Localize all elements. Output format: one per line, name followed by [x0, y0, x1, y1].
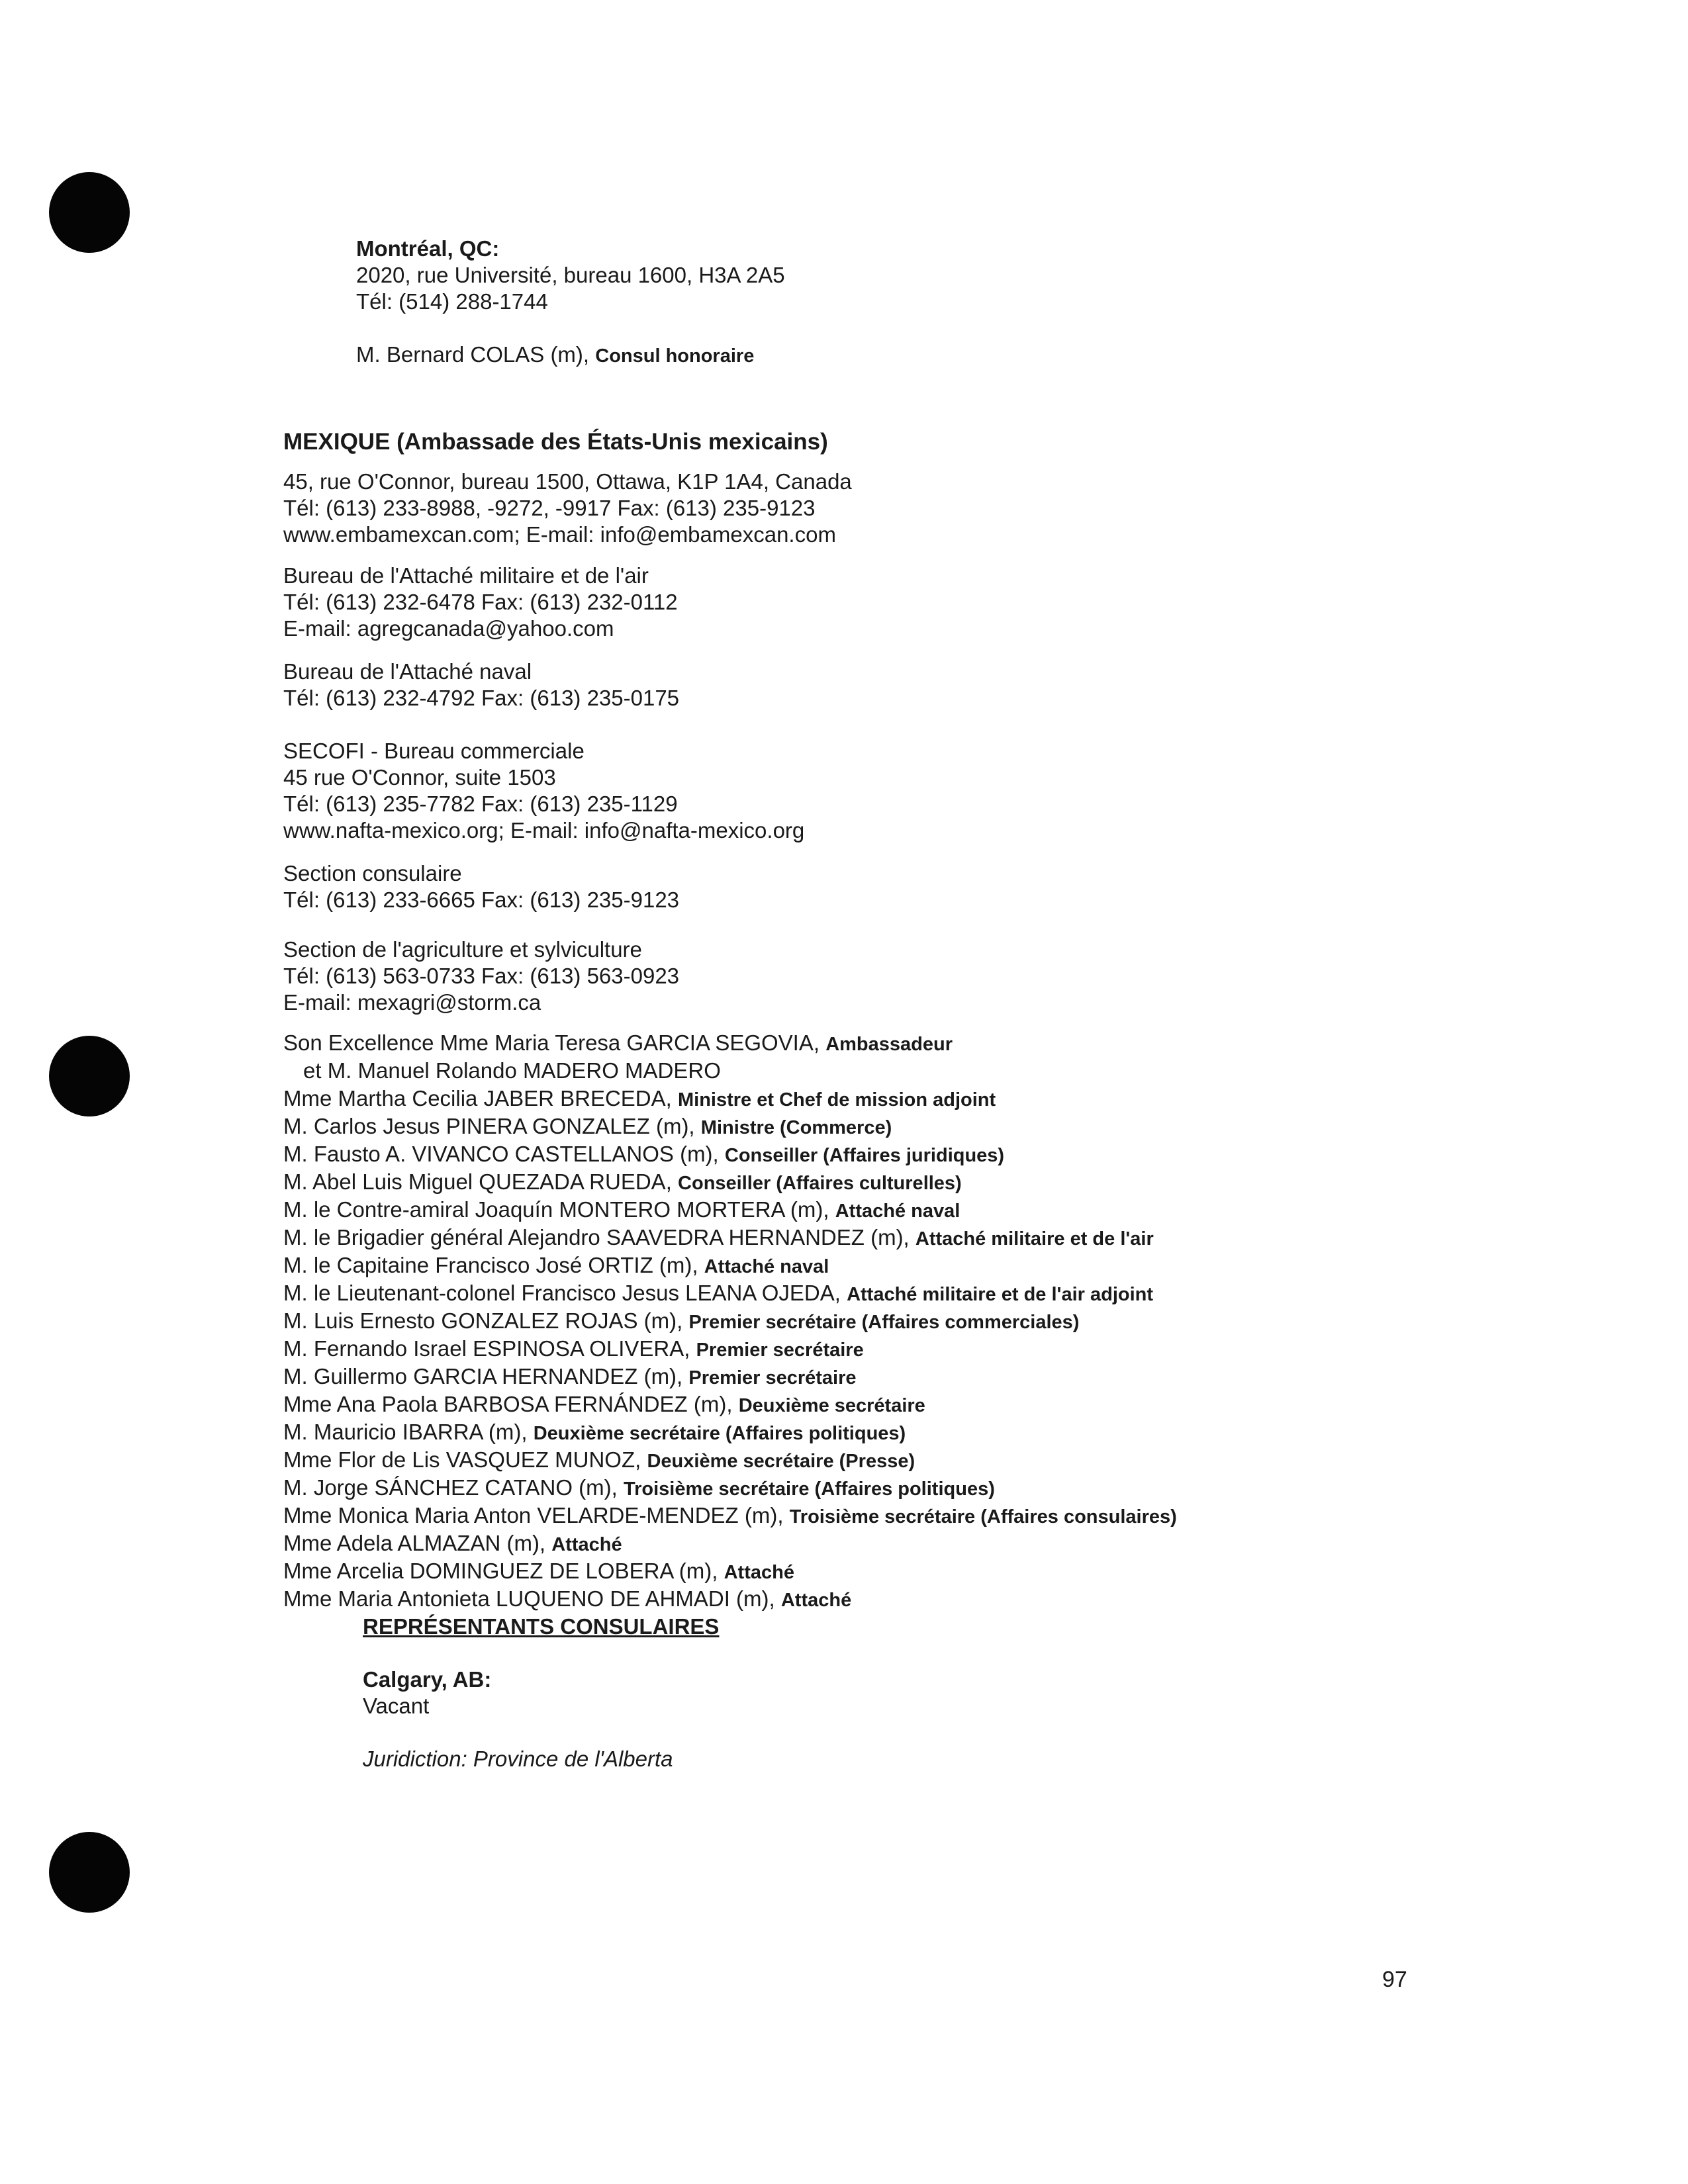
- office-line: Tél: (613) 235-7782 Fax: (613) 235-1129: [283, 792, 678, 816]
- staff-role: Attaché naval: [704, 1256, 829, 1277]
- office-line: 45 rue O'Connor, suite 1503: [283, 765, 556, 790]
- staff-role: Attaché: [780, 1590, 852, 1611]
- consular-section: [283, 860, 679, 913]
- office-line: Section de l'agriculture et sylviculture: [283, 937, 642, 962]
- staff-role: Attaché naval: [835, 1201, 961, 1222]
- staff-name: Mme Flor de Lis VASQUEZ MUNOZ,: [283, 1447, 647, 1472]
- staff-name: Mme Arcelia DOMINGUEZ DE LOBERA (m),: [283, 1559, 724, 1583]
- montreal-consul: [356, 341, 785, 369]
- staff-role: Deuxième secrétaire (Presse): [647, 1451, 915, 1472]
- calgary-jurisdiction: Juridiction: Province de l'Alberta: [363, 1747, 673, 1771]
- mexique-heading: MEXIQUE (Ambassade des États-Unis mexicains): [283, 429, 828, 455]
- calgary-status: Vacant: [363, 1694, 430, 1718]
- staff-role: Ambassadeur: [825, 1034, 953, 1055]
- staff-row: [283, 1530, 1177, 1558]
- staff-role: Conseiller (Affaires juridiques): [724, 1145, 1005, 1166]
- office-line: Tél: (613) 563-0733 Fax: (613) 563-0923: [283, 964, 680, 988]
- staff-row: [283, 1308, 1177, 1336]
- office-line: Section consulaire: [283, 861, 462, 886]
- staff-row: [283, 1141, 1177, 1169]
- staff-row: [283, 1363, 1177, 1391]
- staff-row: [283, 1113, 1177, 1141]
- embassy-line: 45, rue O'Connor, bureau 1500, Ottawa, K1P 1A4, Canada: [283, 469, 852, 494]
- staff-name: M. Guillermo GARCIA HERNANDEZ (m),: [283, 1364, 689, 1388]
- staff-role: Attaché: [724, 1562, 794, 1583]
- montreal-tel: Tél: (514) 288-1744: [356, 289, 548, 314]
- embassy-contact: [283, 469, 852, 548]
- staff-role: Premier secrétaire: [696, 1340, 864, 1361]
- consular-reps-heading: REPRÉSENTANTS CONSULAIRES: [363, 1614, 720, 1639]
- staff-role: Ministre et Chef de mission adjoint: [677, 1089, 996, 1111]
- office-line: Tél: (613) 233-6665 Fax: (613) 235-9123: [283, 887, 680, 912]
- staff-name: M. Mauricio IBARRA (m),: [283, 1420, 534, 1444]
- page-number: 97: [1382, 1967, 1407, 1992]
- staff-role: Ministre (Commerce): [700, 1117, 892, 1138]
- staff-name: M. le Capitaine Francisco José ORTIZ (m),: [283, 1253, 704, 1277]
- staff-row: [283, 1475, 1177, 1502]
- staff-name: M. Carlos Jesus PINERA GONZALEZ (m),: [283, 1114, 701, 1138]
- consular-reps-section: [363, 1614, 719, 1772]
- embassy-line: Tél: (613) 233-8988, -9272, -9917 Fax: (613) 235-9123: [283, 496, 816, 520]
- staff-row: [283, 1586, 1177, 1614]
- military-air-office: [283, 563, 678, 642]
- staff-row: [283, 1224, 1177, 1252]
- staff-role: Conseiller (Affaires culturelles): [678, 1173, 962, 1194]
- staff-row: [283, 1391, 1177, 1419]
- staff-row: [283, 1085, 1177, 1113]
- staff-row: [283, 1197, 1177, 1224]
- staff-name: Son Excellence Mme Maria Teresa GARCIA SEGOVIA,: [283, 1030, 826, 1055]
- staff-role: Attaché: [551, 1534, 622, 1555]
- staff-role: Troisième secrétaire (Affaires consulaires): [789, 1506, 1177, 1527]
- staff-name: et M. Manuel Rolando MADERO MADERO: [303, 1058, 721, 1083]
- staff-name: Mme Adela ALMAZAN (m),: [283, 1531, 552, 1555]
- office-line: Bureau de l'Attaché naval: [283, 659, 532, 684]
- embassy-line: www.embamexcan.com; E-mail: info@embamexcan.com: [283, 522, 836, 547]
- consul-role: Consul honoraire: [595, 345, 755, 367]
- staff-row: [283, 1502, 1177, 1530]
- punch-hole-bottom: [49, 1832, 130, 1913]
- staff-role: Deuxième secrétaire (Affaires politiques): [533, 1423, 906, 1444]
- staff-row: [283, 1558, 1177, 1586]
- office-line: Bureau de l'Attaché militaire et de l'air: [283, 563, 649, 588]
- staff-name: Mme Ana Paola BARBOSA FERNÁNDEZ (m),: [283, 1392, 739, 1416]
- staff-row: [283, 1336, 1177, 1363]
- staff-name: Mme Maria Antonieta LUQUENO DE AHMADI (m),: [283, 1586, 781, 1611]
- calgary-heading: Calgary, AB:: [363, 1667, 492, 1692]
- office-line: E-mail: agregcanada@yahoo.com: [283, 616, 614, 641]
- montreal-section: [356, 236, 785, 369]
- office-line: SECOFI - Bureau commerciale: [283, 739, 585, 763]
- montreal-heading: Montréal, QC:: [356, 236, 500, 261]
- staff-row: [283, 1169, 1177, 1197]
- staff-row: [283, 1447, 1177, 1475]
- punch-hole-middle: [49, 1036, 130, 1116]
- office-line: E-mail: mexagri@storm.ca: [283, 990, 541, 1015]
- consul-name: M. Bernard COLAS (m),: [356, 342, 596, 367]
- staff-name: M. Jorge SÁNCHEZ CATANO (m),: [283, 1475, 624, 1500]
- office-line: Tél: (613) 232-4792 Fax: (613) 235-0175: [283, 686, 680, 710]
- staff-role: Attaché militaire et de l'air: [915, 1228, 1154, 1250]
- staff-name: M. le Contre-amiral Joaquín MONTERO MORTERA (m),: [283, 1197, 835, 1222]
- staff-row: [283, 1280, 1177, 1308]
- staff-name: M. le Brigadier général Alejandro SAAVEDRA HERNANDEZ (m),: [283, 1225, 915, 1250]
- staff-role: Deuxième secrétaire: [738, 1395, 925, 1416]
- staff-name: M. Fausto A. VIVANCO CASTELLANOS (m),: [283, 1142, 725, 1166]
- office-line: Tél: (613) 232-6478 Fax: (613) 232-0112: [283, 590, 678, 614]
- naval-office: [283, 659, 679, 711]
- staff-name: M. Luis Ernesto GONZALEZ ROJAS (m),: [283, 1308, 689, 1333]
- staff-name: M. Fernando Israel ESPINOSA OLIVERA,: [283, 1336, 696, 1361]
- staff-name: M. le Lieutenant-colonel Francisco Jesus LEANA OJEDA,: [283, 1281, 847, 1305]
- agriculture-section: [283, 936, 679, 1016]
- staff-role: Premier secrétaire: [688, 1367, 857, 1388]
- staff-role: Premier secrétaire (Affaires commerciales): [688, 1312, 1080, 1333]
- staff-row: [283, 1252, 1177, 1280]
- staff-name: Mme Martha Cecilia JABER BRECEDA,: [283, 1086, 678, 1111]
- staff-row: [283, 1058, 1177, 1085]
- staff-role: Attaché militaire et de l'air adjoint: [847, 1284, 1154, 1305]
- staff-role: Troisième secrétaire (Affaires politiques): [623, 1479, 995, 1500]
- montreal-address: 2020, rue Université, bureau 1600, H3A 2A5: [356, 263, 785, 287]
- punch-hole-top: [49, 172, 130, 253]
- staff-row: [283, 1030, 1177, 1058]
- secofi-office: [283, 738, 804, 844]
- staff-list: [283, 1030, 1177, 1614]
- office-line: www.nafta-mexico.org; E-mail: info@nafta-mexico.org: [283, 818, 805, 842]
- staff-row: [283, 1419, 1177, 1447]
- staff-name: Mme Monica Maria Anton VELARDE-MENDEZ (m),: [283, 1503, 790, 1527]
- staff-name: M. Abel Luis Miguel QUEZADA RUEDA,: [283, 1169, 679, 1194]
